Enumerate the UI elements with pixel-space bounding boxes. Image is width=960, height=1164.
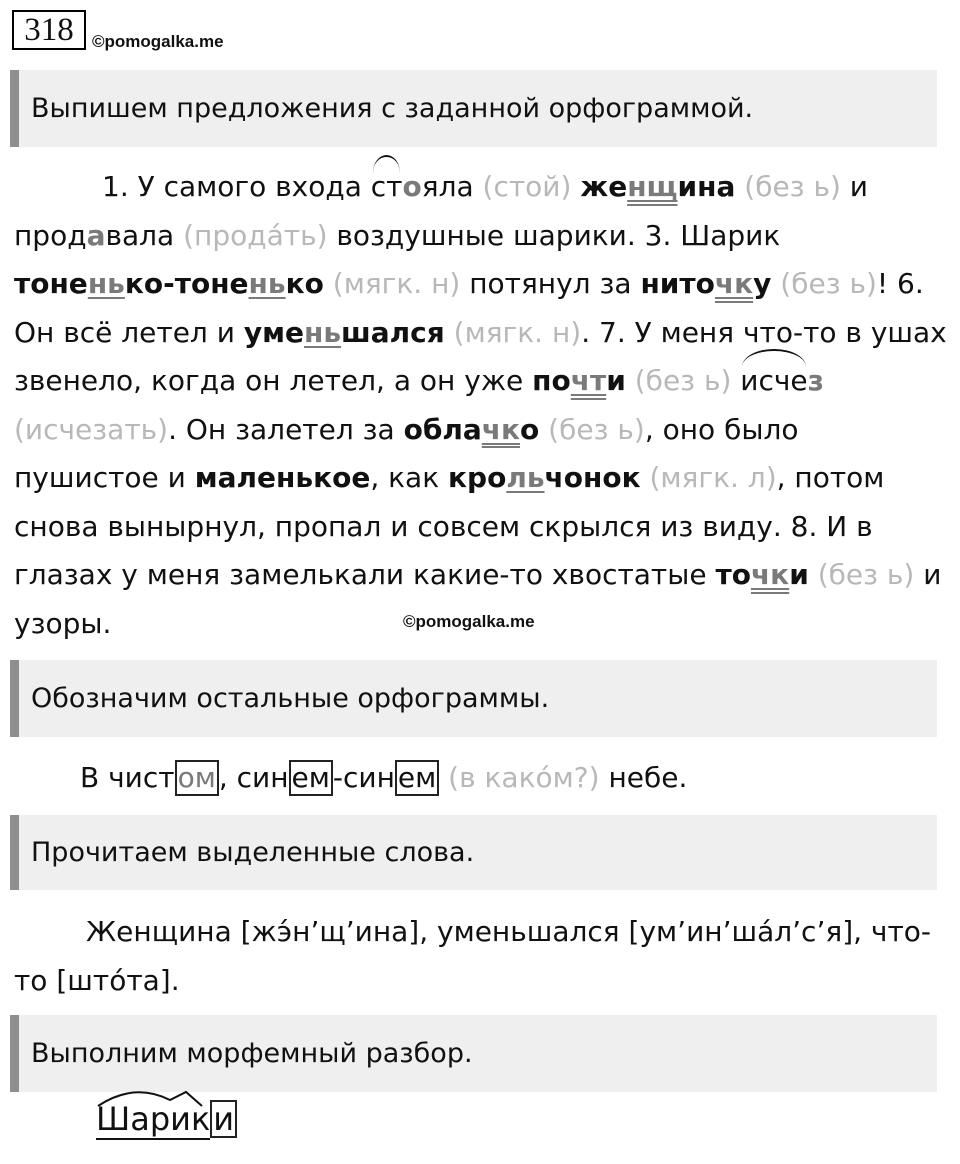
highlighted-word-part: о (520, 412, 540, 446)
root-arc-part: исче (740, 357, 807, 406)
spelling-letters: чк (750, 558, 790, 591)
sentence-text (809, 558, 818, 591)
highlighted-word-part: и (789, 558, 809, 591)
sentences-paragraph (14, 163, 954, 648)
sentence-text: яла (421, 170, 483, 203)
highlighted-word-part: же (580, 170, 628, 203)
sentence-text: , потом (776, 461, 885, 494)
sentence-text: и (840, 170, 869, 203)
sentence-text (571, 170, 580, 203)
transcription-line: то [штóта]. (14, 963, 180, 997)
sentence-text: 1. У самого входа (102, 170, 371, 203)
sentence-text: . 7. У меня что-то в ушах (581, 315, 947, 349)
highlighted-word-part: ина (677, 170, 736, 203)
sentence-text (324, 267, 333, 300)
spelling-letters: чк (714, 267, 754, 300)
question-hint: (в какóм?) (448, 761, 600, 794)
watermark: ©pomogalka.me (92, 32, 224, 51)
sentence-text (735, 170, 744, 203)
highlighted-word-part: то (715, 558, 751, 591)
root-arc-icon (96, 1088, 206, 1108)
hint-text: (продáть) (183, 218, 328, 252)
sentence-line (14, 163, 954, 212)
section-heading-other-spellings (10, 660, 937, 737)
sentence-text: пушистое и (14, 461, 195, 494)
root-arc-part: ст (371, 163, 403, 212)
spelling-letters: нщ (627, 170, 678, 203)
sentence-text: потянул за (460, 267, 641, 300)
transcription-paragraph (14, 908, 954, 1005)
transcription-line: Женщина [жэ́н’щ’ина], уменьшался [ум’ин’шáл’с’я], что- (86, 915, 932, 948)
sentence-text (539, 413, 548, 446)
sentence-line (14, 454, 954, 503)
ending-box (210, 1100, 237, 1138)
sentence-text: снова вынырнул, пропал и совсем скрылся из виду. 8. И в (14, 509, 873, 543)
ending-box (175, 760, 219, 796)
spelling-letter: о (402, 170, 422, 203)
sentence-text: воздушные шарики. 3. Шарик (327, 218, 781, 252)
highlighted-word-part: чонок (544, 461, 641, 494)
section-heading-text: Прочитаем выделенные слова. (31, 837, 475, 868)
ending-text: ем (291, 761, 330, 794)
phrase-text: небе. (608, 761, 688, 794)
sentence-line (14, 357, 954, 406)
highlighted-word-part: у (753, 267, 772, 300)
highlighted-word-part: и (606, 364, 626, 397)
highlighted-word-part: ко-тоне (124, 267, 249, 300)
exercise-number: 318 (12, 10, 86, 50)
hint-text: (стой) (482, 170, 572, 203)
section-heading-text: Выполним морфемный разбор. (31, 1038, 473, 1069)
sentence-text: ! 6. (876, 267, 924, 300)
sentence-text: узоры. (14, 606, 112, 640)
watermark-middle: ©pomogalka.me (403, 612, 535, 631)
highlighted-word-part: тоне (14, 267, 88, 300)
ending-text: ом (177, 761, 216, 794)
sentence-text (445, 316, 454, 349)
spelling-letters: ль (506, 461, 545, 494)
section-heading-morphemes (10, 1015, 937, 1092)
section-heading-read (10, 815, 937, 890)
phrase-text: , син (218, 761, 289, 794)
morpheme-analysis (96, 1100, 237, 1138)
hint-text: (мягк. н) (453, 315, 582, 349)
sentence-text (731, 364, 740, 397)
phrase-text: -син (332, 761, 395, 794)
sentence-line (14, 406, 954, 455)
hint-text: (без ь) (744, 170, 841, 203)
highlighted-word-part: по (532, 364, 571, 397)
section-heading-text: Обозначим остальные орфограммы. (31, 683, 550, 714)
highlighted-word-part: маленькое (194, 461, 371, 494)
hint-text: (исчезать) (14, 412, 169, 446)
sentence-line (14, 260, 954, 309)
ending-text: и (213, 1100, 235, 1138)
spelling-letter: а (86, 218, 106, 252)
section-heading-text: Выпишем предложения с заданной орфограммой. (31, 93, 754, 124)
phrase-text: В чист (80, 761, 175, 794)
spelling-letter: з (807, 364, 824, 397)
sentence-text: звенело, когда он летел, а он уже (14, 364, 533, 397)
spelling-letters: нь (248, 267, 286, 300)
sentence-line (14, 212, 954, 261)
sentence-text: глазах у меня замелькали какие-то хвостатые (14, 558, 716, 591)
sentence-text (771, 267, 780, 300)
hint-text: (без ь) (780, 267, 877, 300)
sentence-text: , оно было (644, 412, 799, 446)
hint-text: (без ь) (548, 412, 645, 446)
hint-text: (без ь) (817, 558, 915, 591)
highlighted-word-part: уме (243, 315, 304, 349)
sentence-line (14, 309, 954, 358)
highlighted-word-part: кро (448, 461, 507, 494)
highlighted-word-part: обла (403, 412, 482, 446)
word-stem: Шарик (96, 1100, 211, 1138)
ending-text: ем (397, 761, 437, 794)
spelling-letters: нь (87, 267, 125, 300)
sentence-text: , как (370, 461, 449, 494)
sentence-text: вала (105, 218, 184, 252)
spelling-letters: чт (570, 364, 607, 397)
ending-box (395, 760, 439, 796)
sentence-text: . Он залетел за (168, 412, 404, 446)
sentence-text: и (914, 558, 942, 591)
highlighted-word-part: ко (285, 267, 324, 300)
sentence-text: прод (14, 218, 87, 252)
section-heading-spelling (10, 70, 937, 147)
spelling-letters: чк (481, 412, 521, 446)
phrase-line (80, 754, 960, 803)
sentence-text (626, 364, 635, 397)
ending-box (289, 760, 333, 796)
sentence-line (14, 551, 954, 600)
highlighted-word-part: нито (640, 267, 715, 300)
hint-text: (без ь) (634, 364, 732, 397)
spelling-letters: нь (303, 315, 342, 349)
highlighted-word-part: шался (341, 315, 445, 349)
hint-text: (мягк. н) (332, 267, 461, 300)
sentence-line (14, 503, 954, 552)
sentence-text: Он всё летел и (14, 315, 244, 349)
hint-text: (мягк. л) (649, 461, 777, 494)
